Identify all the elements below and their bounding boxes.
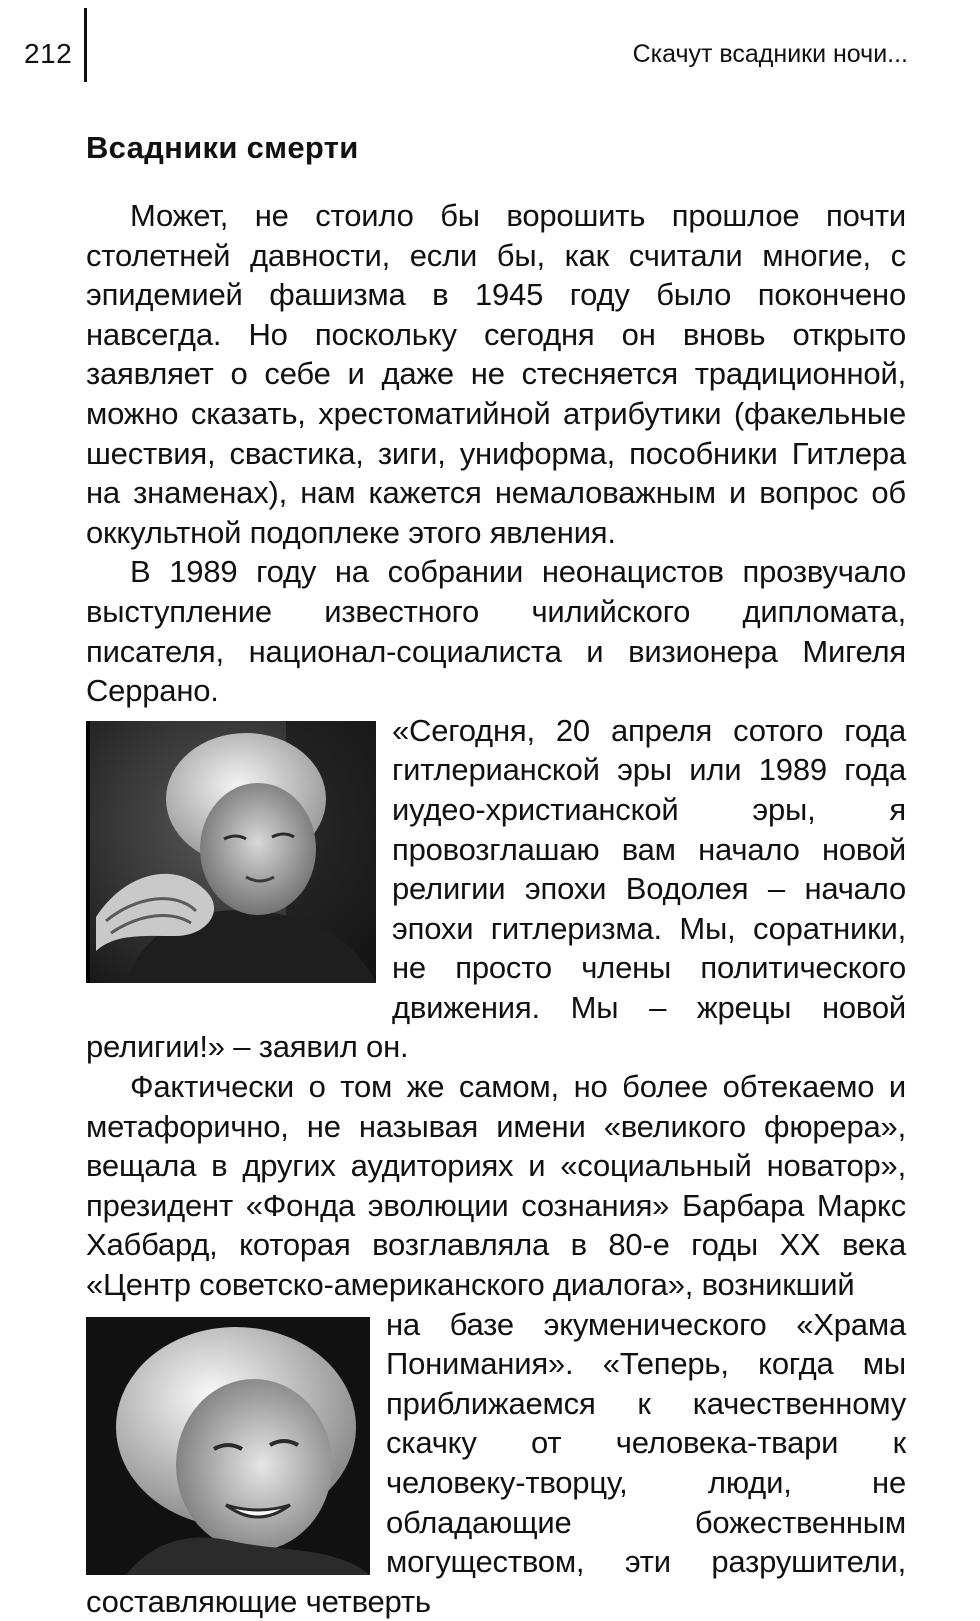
body-text — [86, 196, 906, 1621]
portrait-woman-image — [86, 1317, 370, 1575]
paragraph: «Сегодня, 20 апреля сотого года гитлерианской эры или 1989 года иудео-христианской эры, я провозглашаю вам начало новой религии эпохи Водолея – начало эпохи гитлеризма. Мы, соратники, не просто члены политического движения. Мы – жрецы новой религии!» – заявил он. — [86, 712, 906, 1065]
header-vertical-rule — [84, 8, 87, 82]
paragraph: на базе экуменического «Храма Понимания». «Теперь, когда мы приближаемся к качественному скачку от человека-твари к человеку-творцу, люди, не обладающие божественным могуществом, эти разрушители, составляющие четверть — [86, 1306, 906, 1619]
portrait-man-image — [86, 721, 376, 983]
running-head — [0, 30, 980, 80]
page-number: 212 — [24, 38, 73, 69]
running-title: Скачут всадники ночи... — [632, 40, 908, 68]
paragraph: Может, не стоило бы ворошить прошлое почти столетней давности, если бы, как считали многие, с эпидемией фашизма в 1945 году было покончено навсегда. Но поскольку сегодня он вновь открыто заявляет о себе и даже не стесняется традиционной, можно сказать, хрестоматийной атрибутики (факельные шествия, свастика, зиги, униформа, пособники Гитлера на знаменах), нам кажется немаловажным и вопрос об оккультной подоплеке этого явления. — [86, 198, 906, 550]
section-title: Всадники смерти — [86, 130, 359, 165]
paragraph: Фактически о том же самом, но более обтекаемо и метафорично, не называя имени «великого фюрера», вещала в других аудиториях и «социальный новатор», президент «Фонда эволюции сознания» Барбара Маркс Хаббард, которая возглавляла в 80-е годы XX века «Центр советско-американского диалога», возникший — [86, 1069, 906, 1303]
paragraph: В 1989 году на собрании неонацистов прозвучало выступление известного чилийского дипломата, писателя, национал-социалиста и визионера Мигеля Серрано. — [86, 554, 906, 709]
photo-portrait-man — [86, 721, 376, 983]
photo-portrait-woman — [86, 1317, 370, 1575]
